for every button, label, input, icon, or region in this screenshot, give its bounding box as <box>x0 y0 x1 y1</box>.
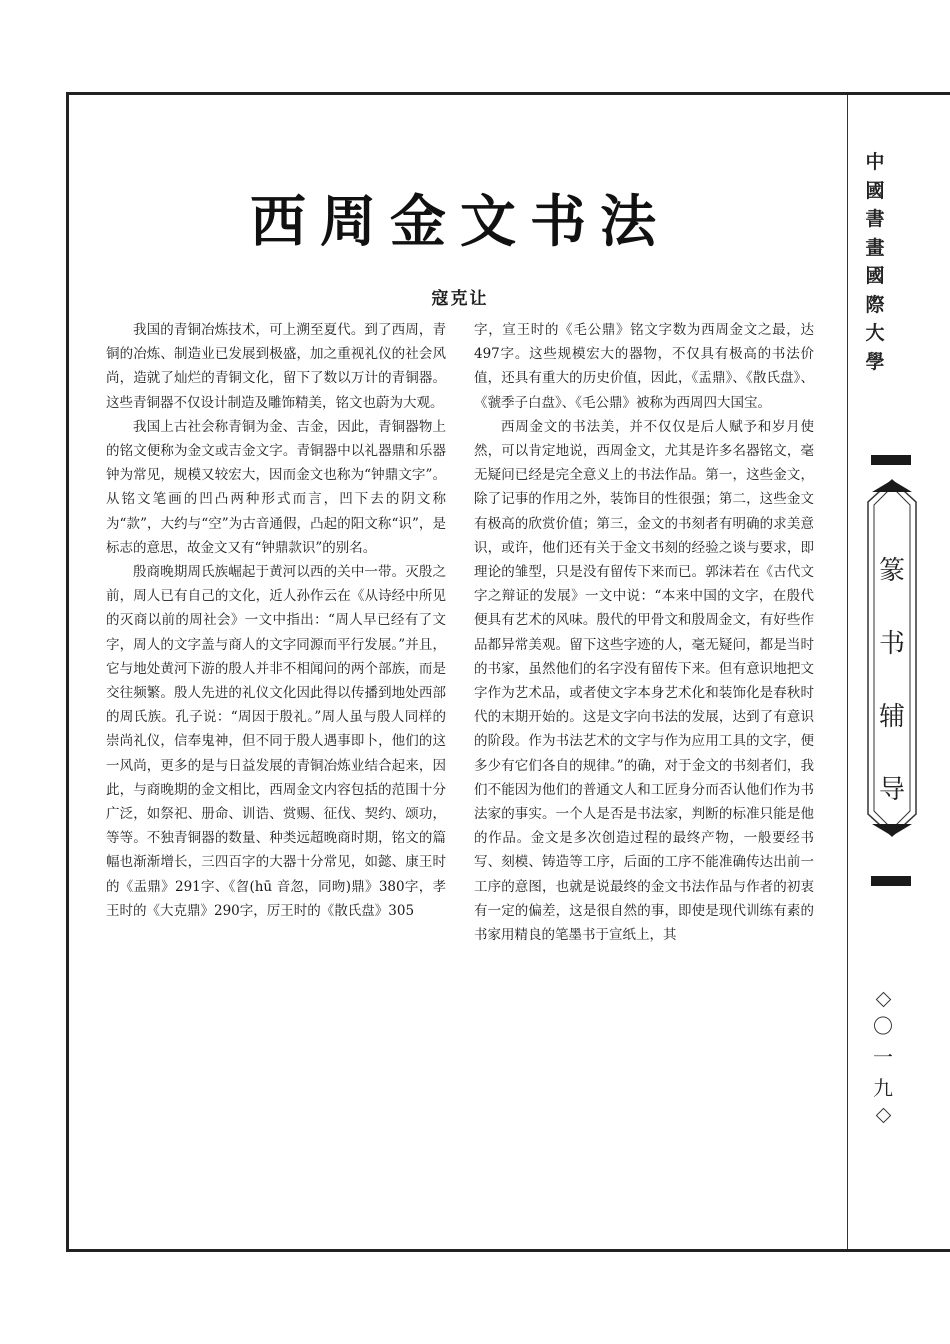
section-char: 书 <box>878 629 905 659</box>
masthead-char: 中 <box>865 151 885 173</box>
masthead-char: 大 <box>865 322 885 344</box>
section-char: 导 <box>878 775 905 805</box>
masthead-char: 際 <box>865 293 885 316</box>
page-number-char: 九 <box>873 1076 893 1100</box>
diamond-ornament-icon <box>875 1108 891 1124</box>
text-column-left <box>106 318 446 923</box>
page-number-char: 〇 <box>873 1014 893 1038</box>
section-char: 篆 <box>878 556 905 586</box>
page-number-char: 一 <box>873 1045 893 1069</box>
paragraph: 字，宣王时的《毛公鼎》铭文字数为西周金文之最，达497字。这些规模宏大的器物，不仅具有极高的书法价值，还具有重大的历史价值，因此，《盂鼎》、《散氏盘》、《虢季子白盘》、《毛公鼎》被称为西周四大国宝。 <box>474 322 814 411</box>
page-number <box>858 988 908 1127</box>
section-label <box>866 535 918 827</box>
sidebar-divider <box>847 95 848 1249</box>
section-bar-top <box>871 455 911 465</box>
paragraph: 西周金文的书法美，并不仅仅是后人赋予和岁月使然，可以肯定地说，西周金文，尤其是许多名器铭文，毫无疑问已经是完全意义上的书法作品。第一，这些金文，除了记事的作用之外，装饰目的性很强；第二，这些金文有极高的欣赏价值；第三，金文的书刻者有明确的求美意识，或许，他们还有关于金文书刻的经验之谈与要求，即理论的雏型，只是没有留传下来而已。郭沫若在《古代文字之辩证的发展》一文中说：“本来中国的文字，在殷代便具有艺术的风味。殷代的甲骨文和殷周金文，有好些作品都异常美观。留下这些字迹的人，毫无疑问，都是当时的书家，虽然他们的名字没有留传下来。但有意识地把文字作为艺术品，或者使文字本身艺术化和装饰化是春秋时代的末期开始的。这是文字向书法的发展，达到了有意识的阶段。作为书法艺术的文字与作为应用工具的文字，便多少有它们各自的规律。”的确，对于金文的书刻者们，我们不能因为他们的普通文人和工匠身分而否认他们作为书法家的事实。一个人是否是书法家，判断的标准只能是他的作品。金文是多次创造过程的最终产物，一般要经书写、刻模、铸造等工序，后面的工序不能准确传达出前一工序的意图，也就是说最终的金文书法作品与作者的初衷有一定的偏差，这是很自然的事，即使是现代训练有素的书家用精良的笔墨书于宣纸上，其 <box>474 418 814 944</box>
masthead-char: 學 <box>865 350 885 373</box>
section-char: 辅 <box>878 702 905 732</box>
masthead-char: 畫 <box>865 236 885 259</box>
diamond-ornament-icon <box>875 992 891 1008</box>
text-column-right <box>474 318 814 947</box>
masthead-char: 國 <box>865 179 885 202</box>
masthead-char: 書 <box>865 208 885 230</box>
paragraph: 殷商晚期周氏族崛起于黄河以西的关中一带。灭殷之前，周人已有自己的文化，近人孙作云在《从诗经中所见的灭商以前的周社会》一文中指出：“周人早已经有了文字，周人的文字盖与商人的文字同源而平行发展。”并且，它与地处黄河下游的殷人并非不相闻问的两个部族，而是交往频繁。殷人先进的礼仪文化因此得以传播到地处西部的周氏族。孔子说：“周因于殷礼。”周人虽与殷人同样的崇尚礼仪，信奉鬼神，但不同于殷人遇事即卜，他们的这一风尚，更多的是与日益发展的青铜冶炼业结合起来，因此，与商晚期的金文相比，西周金文内容包括的范围十分广泛，如祭祀、册命、训诰、赏赐、征伐、契约、颂功，等等。不独青铜器的数量、种类远超晚商时期，铭文的篇幅也渐渐增长，三四百字的大器十分常见，如懿、康王时的《盂鼎》291字、《曶(hū 音忽，同昒)鼎》380字，孝王时的《大克鼎》290字，厉王时的《散氏盘》305 <box>106 564 446 919</box>
paragraph: 我国的青铜冶炼技术，可上溯至夏代。到了西周，青铜的冶炼、制造业已发展到极盛，加之重视礼仪的社会风尚，造就了灿烂的青铜文化，留下了数以万计的青铜器。这些青铜器不仅设计制造及雕饰精美，铭文也蔚为大观。 <box>106 322 446 411</box>
masthead-vertical <box>860 148 890 376</box>
article-title: 西周金文书法 <box>250 190 670 255</box>
section-bar-bottom <box>871 876 911 886</box>
masthead-char: 國 <box>865 265 885 287</box>
paragraph: 我国上古社会称青铜为金、吉金，因此，青铜器物上的铭文便称为金文或吉金文字。青铜器中以礼器鼎和乐器钟为常见，规模又较宏大，因而金文也称为“钟鼎文字”。从铭文笔画的凹凸两种形式而言，凹下去的阴文称为“款”，大约与“空”为古音通假，凸起的阳文称“识”，是标志的意思，故金文又有“钟鼎款识”的别名。 <box>106 418 446 556</box>
article-author: 寇克让 <box>431 289 489 309</box>
